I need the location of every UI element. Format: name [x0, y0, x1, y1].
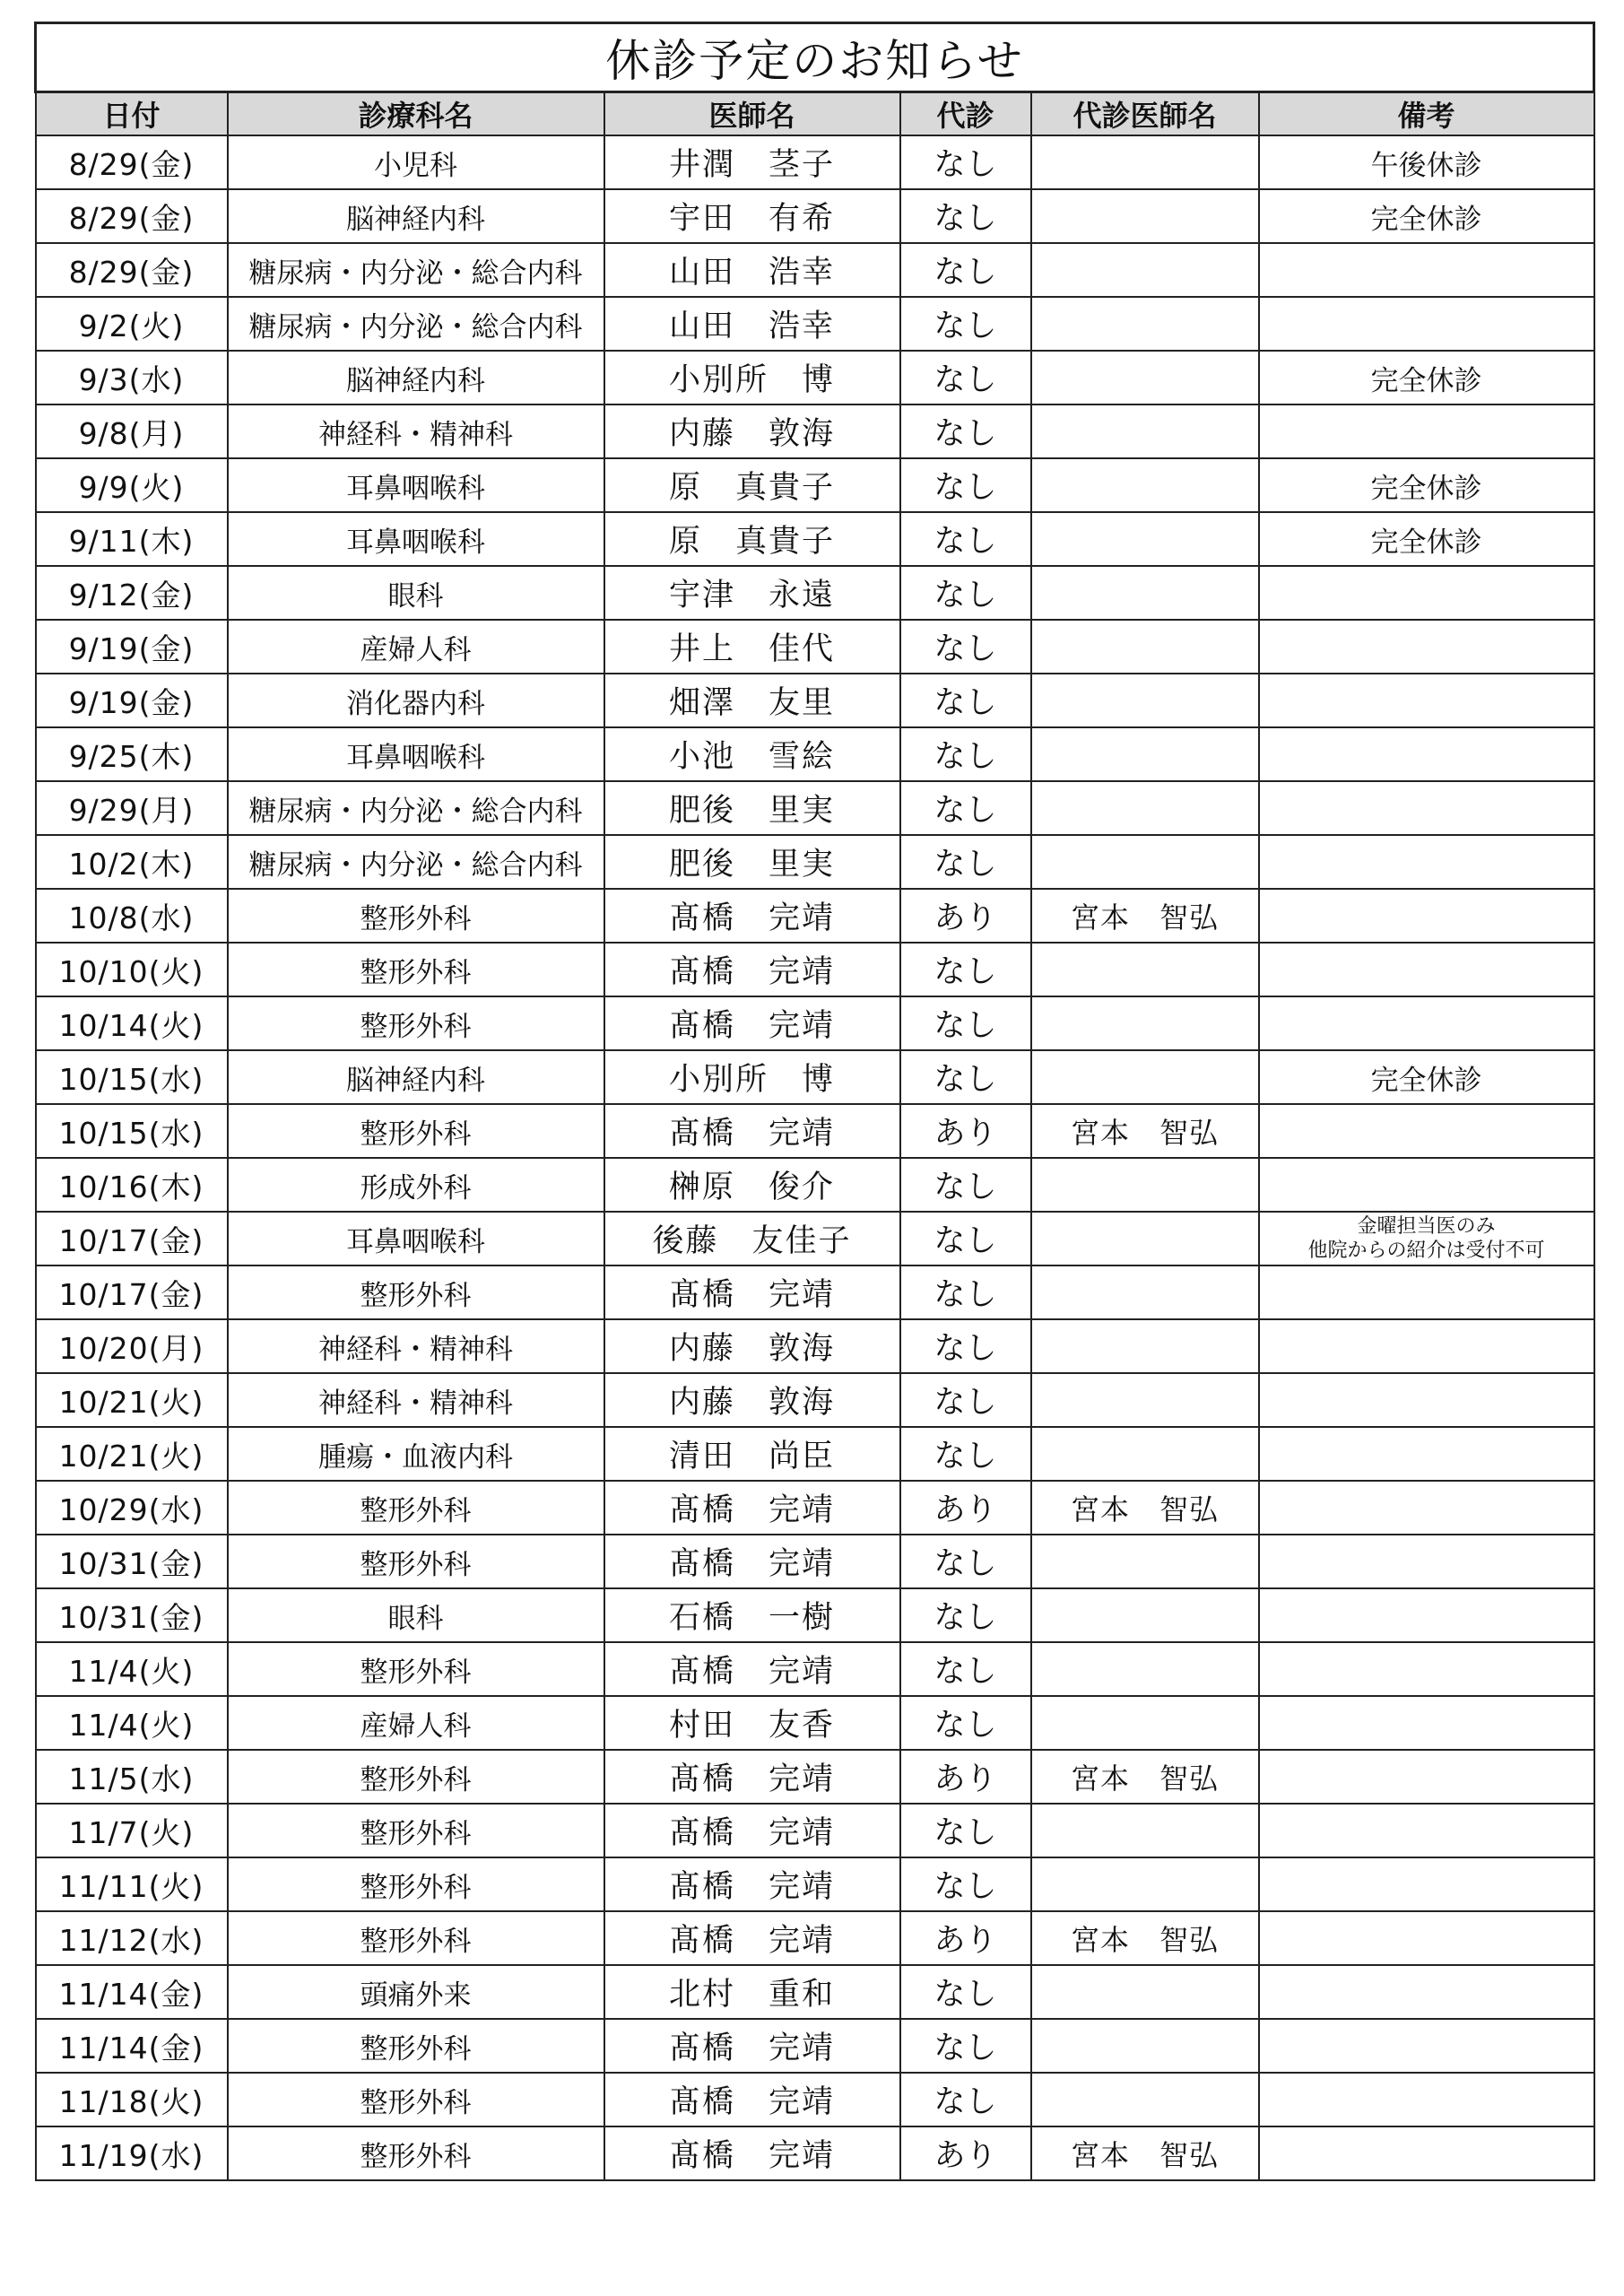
cell-doctor: 石橋 一樹 [604, 1588, 900, 1642]
table-row [36, 2073, 1594, 2126]
cell-dept: 腫瘍・血液内科 [228, 1427, 604, 1481]
cell-doctor: 髙橋 完靖 [604, 1535, 900, 1588]
table-body [36, 135, 1594, 2180]
cell-substitute-doctor [1031, 1319, 1259, 1373]
cell-date: 11/4(火) [36, 1696, 228, 1750]
cell-substitute: なし [900, 1319, 1031, 1373]
cell-substitute-doctor [1031, 297, 1259, 351]
cell-doctor: 北村 重和 [604, 1965, 900, 2019]
cell-substitute: なし [900, 1535, 1031, 1588]
table-row [36, 1857, 1594, 1911]
cell-date: 10/29(水) [36, 1481, 228, 1535]
cell-dept: 整形外科 [228, 1911, 604, 1965]
cell-substitute-doctor [1031, 943, 1259, 996]
table-row [36, 1804, 1594, 1857]
table-row [36, 2126, 1594, 2180]
cell-doctor: 髙橋 完靖 [604, 1265, 900, 1319]
cell-doctor: 髙橋 完靖 [604, 1104, 900, 1158]
cell-doctor: 井潤 茎子 [604, 135, 900, 189]
cell-notes [1259, 1373, 1594, 1427]
table-row [36, 1319, 1594, 1373]
cell-substitute: あり [900, 1481, 1031, 1535]
cell-substitute-doctor [1031, 1535, 1259, 1588]
cell-doctor: 肥後 里実 [604, 835, 900, 889]
cell-dept: 神経科・精神科 [228, 1319, 604, 1373]
table-row [36, 1750, 1594, 1804]
cell-substitute: なし [900, 1696, 1031, 1750]
cell-substitute: なし [900, 404, 1031, 458]
cell-doctor: 山田 浩幸 [604, 243, 900, 297]
cell-notes [1259, 1696, 1594, 1750]
cell-dept: 眼科 [228, 1588, 604, 1642]
cell-doctor: 髙橋 完靖 [604, 1804, 900, 1857]
cell-doctor: 榊原 俊介 [604, 1158, 900, 1212]
cell-date: 11/7(火) [36, 1804, 228, 1857]
cell-substitute: なし [900, 1158, 1031, 1212]
cell-substitute: なし [900, 781, 1031, 835]
cell-date: 9/9(火) [36, 458, 228, 512]
cell-dept: 耳鼻咽喉科 [228, 458, 604, 512]
cell-dept: 神経科・精神科 [228, 404, 604, 458]
cell-notes [1259, 943, 1594, 996]
table-row [36, 674, 1594, 727]
cell-dept: 糖尿病・内分泌・総合内科 [228, 835, 604, 889]
column-header-date: 日付 [36, 92, 228, 136]
table-row [36, 1911, 1594, 1965]
cell-date: 10/20(月) [36, 1319, 228, 1373]
cell-date: 10/16(木) [36, 1158, 228, 1212]
table-row [36, 1588, 1594, 1642]
cell-date: 11/12(水) [36, 1911, 228, 1965]
cell-dept: 小児科 [228, 135, 604, 189]
cell-doctor: 清田 尚臣 [604, 1427, 900, 1481]
cell-substitute-doctor [1031, 351, 1259, 404]
cell-substitute: なし [900, 189, 1031, 243]
cell-notes [1259, 727, 1594, 781]
cell-dept: 糖尿病・内分泌・総合内科 [228, 781, 604, 835]
cell-date: 10/21(火) [36, 1427, 228, 1481]
cell-dept: 脳神経内科 [228, 1050, 604, 1104]
cell-date: 10/31(金) [36, 1535, 228, 1588]
column-header-doctor: 医師名 [604, 92, 900, 136]
cell-doctor: 原 真貴子 [604, 458, 900, 512]
cell-substitute-doctor [1031, 2019, 1259, 2073]
cell-substitute: なし [900, 135, 1031, 189]
cell-notes: 完全休診 [1259, 512, 1594, 566]
cell-doctor: 村田 友香 [604, 1696, 900, 1750]
cell-substitute: なし [900, 620, 1031, 674]
cell-substitute: なし [900, 727, 1031, 781]
cell-doctor: 髙橋 完靖 [604, 1750, 900, 1804]
cell-date: 10/15(水) [36, 1104, 228, 1158]
cell-substitute-doctor [1031, 1588, 1259, 1642]
cell-substitute-doctor [1031, 996, 1259, 1050]
cell-date: 8/29(金) [36, 189, 228, 243]
table-row [36, 1265, 1594, 1319]
cell-substitute-doctor: 宮本 智弘 [1031, 1481, 1259, 1535]
cell-date: 11/18(火) [36, 2073, 228, 2126]
cell-dept: 整形外科 [228, 996, 604, 1050]
cell-doctor: 髙橋 完靖 [604, 1857, 900, 1911]
table-row [36, 297, 1594, 351]
cell-substitute: なし [900, 1857, 1031, 1911]
cell-date: 11/5(水) [36, 1750, 228, 1804]
cell-substitute-doctor [1031, 727, 1259, 781]
cell-dept: 頭痛外来 [228, 1965, 604, 2019]
cell-date: 8/29(金) [36, 243, 228, 297]
table-row [36, 243, 1594, 297]
cell-date: 9/12(金) [36, 566, 228, 620]
cell-date: 10/17(金) [36, 1212, 228, 1265]
cell-notes [1259, 1804, 1594, 1857]
table-row [36, 1642, 1594, 1696]
cell-doctor: 畑澤 友里 [604, 674, 900, 727]
cell-dept: 整形外科 [228, 1104, 604, 1158]
cell-substitute-doctor [1031, 781, 1259, 835]
cell-date: 9/25(木) [36, 727, 228, 781]
cell-dept: 産婦人科 [228, 620, 604, 674]
cell-date: 11/4(火) [36, 1642, 228, 1696]
cell-dept: 整形外科 [228, 943, 604, 996]
header-row [36, 92, 1594, 136]
table-row [36, 1104, 1594, 1158]
table-row [36, 566, 1594, 620]
cell-substitute-doctor [1031, 1265, 1259, 1319]
cell-substitute-doctor: 宮本 智弘 [1031, 1750, 1259, 1804]
table-row [36, 835, 1594, 889]
cell-notes [1259, 1158, 1594, 1212]
cell-date: 9/2(火) [36, 297, 228, 351]
cell-substitute-doctor: 宮本 智弘 [1031, 2126, 1259, 2180]
cell-dept: 眼科 [228, 566, 604, 620]
cell-doctor: 宇津 永遠 [604, 566, 900, 620]
cell-doctor: 髙橋 完靖 [604, 996, 900, 1050]
cell-dept: 整形外科 [228, 1642, 604, 1696]
cell-dept: 整形外科 [228, 2019, 604, 2073]
cell-substitute: なし [900, 2073, 1031, 2126]
cell-notes [1259, 781, 1594, 835]
cell-dept: 整形外科 [228, 1750, 604, 1804]
cell-substitute: なし [900, 835, 1031, 889]
column-header-notes: 備考 [1259, 92, 1594, 136]
table-row [36, 1050, 1594, 1104]
cell-notes [1259, 2019, 1594, 2073]
cell-substitute-doctor [1031, 243, 1259, 297]
cell-notes: 完全休診 [1259, 189, 1594, 243]
cell-doctor: 原 真貴子 [604, 512, 900, 566]
table-row [36, 1373, 1594, 1427]
cell-substitute: なし [900, 297, 1031, 351]
cell-date: 9/8(月) [36, 404, 228, 458]
table-row [36, 458, 1594, 512]
table-row [36, 781, 1594, 835]
cell-date: 10/14(火) [36, 996, 228, 1050]
cell-dept: 整形外科 [228, 1481, 604, 1535]
cell-notes [1259, 620, 1594, 674]
cell-substitute: なし [900, 996, 1031, 1050]
cell-date: 9/11(木) [36, 512, 228, 566]
cell-date: 11/14(金) [36, 1965, 228, 2019]
cell-notes [1259, 674, 1594, 727]
table-row [36, 620, 1594, 674]
cell-doctor: 髙橋 完靖 [604, 1481, 900, 1535]
cell-notes [1259, 2126, 1594, 2180]
cell-date: 10/2(木) [36, 835, 228, 889]
table-row [36, 351, 1594, 404]
cell-substitute-doctor: 宮本 智弘 [1031, 889, 1259, 943]
table-row [36, 1212, 1594, 1265]
cell-substitute-doctor [1031, 135, 1259, 189]
cell-doctor: 宇田 有希 [604, 189, 900, 243]
cell-doctor: 髙橋 完靖 [604, 2073, 900, 2126]
cell-dept: 消化器内科 [228, 674, 604, 727]
note-line: 他院からの紹介は受付不可 [1307, 1239, 1545, 1262]
table-row [36, 1696, 1594, 1750]
table-row [36, 135, 1594, 189]
cell-substitute: なし [900, 1642, 1031, 1696]
cell-notes [1259, 404, 1594, 458]
cell-substitute: なし [900, 512, 1031, 566]
cell-dept: 脳神経内科 [228, 351, 604, 404]
cell-substitute-doctor [1031, 458, 1259, 512]
cell-notes [1259, 835, 1594, 889]
cell-substitute: なし [900, 1588, 1031, 1642]
cell-date: 11/11(火) [36, 1857, 228, 1911]
cell-substitute: なし [900, 1050, 1031, 1104]
cell-notes [1259, 996, 1594, 1050]
cell-date: 11/19(水) [36, 2126, 228, 2180]
cell-notes [1259, 1427, 1594, 1481]
cell-dept: 整形外科 [228, 1265, 604, 1319]
cell-substitute-doctor: 宮本 智弘 [1031, 1104, 1259, 1158]
cell-doctor: 内藤 敦海 [604, 404, 900, 458]
cell-dept: 耳鼻咽喉科 [228, 512, 604, 566]
cell-substitute: なし [900, 1804, 1031, 1857]
cell-dept: 糖尿病・内分泌・総合内科 [228, 243, 604, 297]
cell-substitute-doctor [1031, 620, 1259, 674]
cell-notes [1259, 1911, 1594, 1965]
cell-notes: 完全休診 [1259, 351, 1594, 404]
cell-substitute-doctor: 宮本 智弘 [1031, 1911, 1259, 1965]
cell-dept: 耳鼻咽喉科 [228, 1212, 604, 1265]
cell-notes [1259, 1588, 1594, 1642]
cell-dept: 整形外科 [228, 889, 604, 943]
table-row [36, 1481, 1594, 1535]
table-row [36, 1158, 1594, 1212]
cell-substitute: なし [900, 943, 1031, 996]
cell-notes [1259, 1535, 1594, 1588]
cell-substitute-doctor [1031, 566, 1259, 620]
cell-notes [1259, 297, 1594, 351]
cell-dept: 神経科・精神科 [228, 1373, 604, 1427]
cell-date: 10/15(水) [36, 1050, 228, 1104]
cell-notes [1259, 1642, 1594, 1696]
cell-date: 9/19(金) [36, 620, 228, 674]
cell-date: 9/29(月) [36, 781, 228, 835]
cell-substitute-doctor [1031, 1373, 1259, 1427]
column-header-dept: 診療科名 [228, 92, 604, 136]
cell-doctor: 髙橋 完靖 [604, 2019, 900, 2073]
table-row [36, 1535, 1594, 1588]
cell-substitute: なし [900, 1965, 1031, 2019]
cell-doctor: 肥後 里実 [604, 781, 900, 835]
cell-date: 10/31(金) [36, 1588, 228, 1642]
cell-doctor: 山田 浩幸 [604, 297, 900, 351]
cell-substitute-doctor [1031, 1642, 1259, 1696]
cell-substitute: なし [900, 458, 1031, 512]
cell-substitute-doctor [1031, 1965, 1259, 2019]
cell-substitute: あり [900, 1750, 1031, 1804]
table-row [36, 404, 1594, 458]
cell-notes [1259, 243, 1594, 297]
column-header-substitute: 代診 [900, 92, 1031, 136]
cell-dept: 整形外科 [228, 2126, 604, 2180]
cell-dept: 整形外科 [228, 1857, 604, 1911]
cell-substitute-doctor [1031, 2073, 1259, 2126]
table-row [36, 996, 1594, 1050]
cell-notes: 完全休診 [1259, 458, 1594, 512]
cell-substitute-doctor [1031, 1804, 1259, 1857]
cell-substitute-doctor [1031, 512, 1259, 566]
cell-dept: 産婦人科 [228, 1696, 604, 1750]
cell-date: 10/8(水) [36, 889, 228, 943]
cell-doctor: 内藤 敦海 [604, 1319, 900, 1373]
cell-doctor: 井上 佳代 [604, 620, 900, 674]
cell-substitute: なし [900, 1373, 1031, 1427]
cell-date: 10/10(火) [36, 943, 228, 996]
cell-substitute-doctor [1031, 189, 1259, 243]
cell-notes [1259, 1319, 1594, 1373]
cell-substitute: あり [900, 1104, 1031, 1158]
note-line: 金曜担当医のみ [1357, 1215, 1496, 1238]
cell-dept: 整形外科 [228, 1535, 604, 1588]
cell-notes [1259, 1265, 1594, 1319]
schedule-table [34, 22, 1595, 2181]
cell-dept: 糖尿病・内分泌・総合内科 [228, 297, 604, 351]
cell-notes [1259, 1481, 1594, 1535]
cell-dept: 整形外科 [228, 1804, 604, 1857]
cell-substitute-doctor [1031, 1857, 1259, 1911]
table-row [36, 727, 1594, 781]
cell-doctor: 後藤 友佳子 [604, 1212, 900, 1265]
cell-substitute: なし [900, 243, 1031, 297]
cell-doctor: 髙橋 完靖 [604, 889, 900, 943]
cell-notes [1259, 1104, 1594, 1158]
table-row [36, 943, 1594, 996]
cell-doctor: 内藤 敦海 [604, 1373, 900, 1427]
cell-substitute-doctor [1031, 1212, 1259, 1265]
cell-date: 10/17(金) [36, 1265, 228, 1319]
cell-dept: 形成外科 [228, 1158, 604, 1212]
cell-notes [1259, 1857, 1594, 1911]
cell-substitute: なし [900, 351, 1031, 404]
cell-substitute-doctor [1031, 1696, 1259, 1750]
cell-substitute: なし [900, 1427, 1031, 1481]
cell-substitute: なし [900, 2019, 1031, 2073]
page-title: 休診予定のお知らせ [36, 23, 1594, 92]
cell-substitute-doctor [1031, 1050, 1259, 1104]
cell-substitute-doctor [1031, 674, 1259, 727]
cell-date: 10/21(火) [36, 1373, 228, 1427]
cell-notes [1259, 2073, 1594, 2126]
cell-notes: 完全休診 [1259, 1050, 1594, 1104]
cell-substitute: なし [900, 1212, 1031, 1265]
cell-date: 9/19(金) [36, 674, 228, 727]
cell-notes [1259, 889, 1594, 943]
column-header-substitute-doctor: 代診医師名 [1031, 92, 1259, 136]
cell-notes [1259, 566, 1594, 620]
cell-substitute-doctor [1031, 1427, 1259, 1481]
table-row [36, 889, 1594, 943]
table-row [36, 2019, 1594, 2073]
cell-substitute-doctor [1031, 404, 1259, 458]
cell-substitute: なし [900, 566, 1031, 620]
cell-notes: 午後休診 [1259, 135, 1594, 189]
cell-doctor: 髙橋 完靖 [604, 1911, 900, 1965]
cell-dept: 整形外科 [228, 2073, 604, 2126]
cell-substitute: なし [900, 674, 1031, 727]
table-row [36, 512, 1594, 566]
cell-substitute: なし [900, 1265, 1031, 1319]
cell-substitute: あり [900, 889, 1031, 943]
cell-doctor: 髙橋 完靖 [604, 2126, 900, 2180]
cell-date: 9/3(水) [36, 351, 228, 404]
cell-substitute: あり [900, 1911, 1031, 1965]
table-row [36, 189, 1594, 243]
cell-substitute: あり [900, 2126, 1031, 2180]
cell-doctor: 小別所 博 [604, 351, 900, 404]
cell-notes [1259, 1212, 1594, 1265]
cell-substitute-doctor [1031, 1158, 1259, 1212]
cell-doctor: 髙橋 完靖 [604, 1642, 900, 1696]
cell-date: 8/29(金) [36, 135, 228, 189]
table-row [36, 1965, 1594, 2019]
cell-dept: 脳神経内科 [228, 189, 604, 243]
table-row [36, 1427, 1594, 1481]
cell-notes [1259, 1965, 1594, 2019]
cell-doctor: 小池 雪絵 [604, 727, 900, 781]
cell-doctor: 髙橋 完靖 [604, 943, 900, 996]
cell-notes [1259, 1750, 1594, 1804]
cell-doctor: 小別所 博 [604, 1050, 900, 1104]
cell-dept: 耳鼻咽喉科 [228, 727, 604, 781]
cell-date: 11/14(金) [36, 2019, 228, 2073]
cell-substitute-doctor [1031, 835, 1259, 889]
